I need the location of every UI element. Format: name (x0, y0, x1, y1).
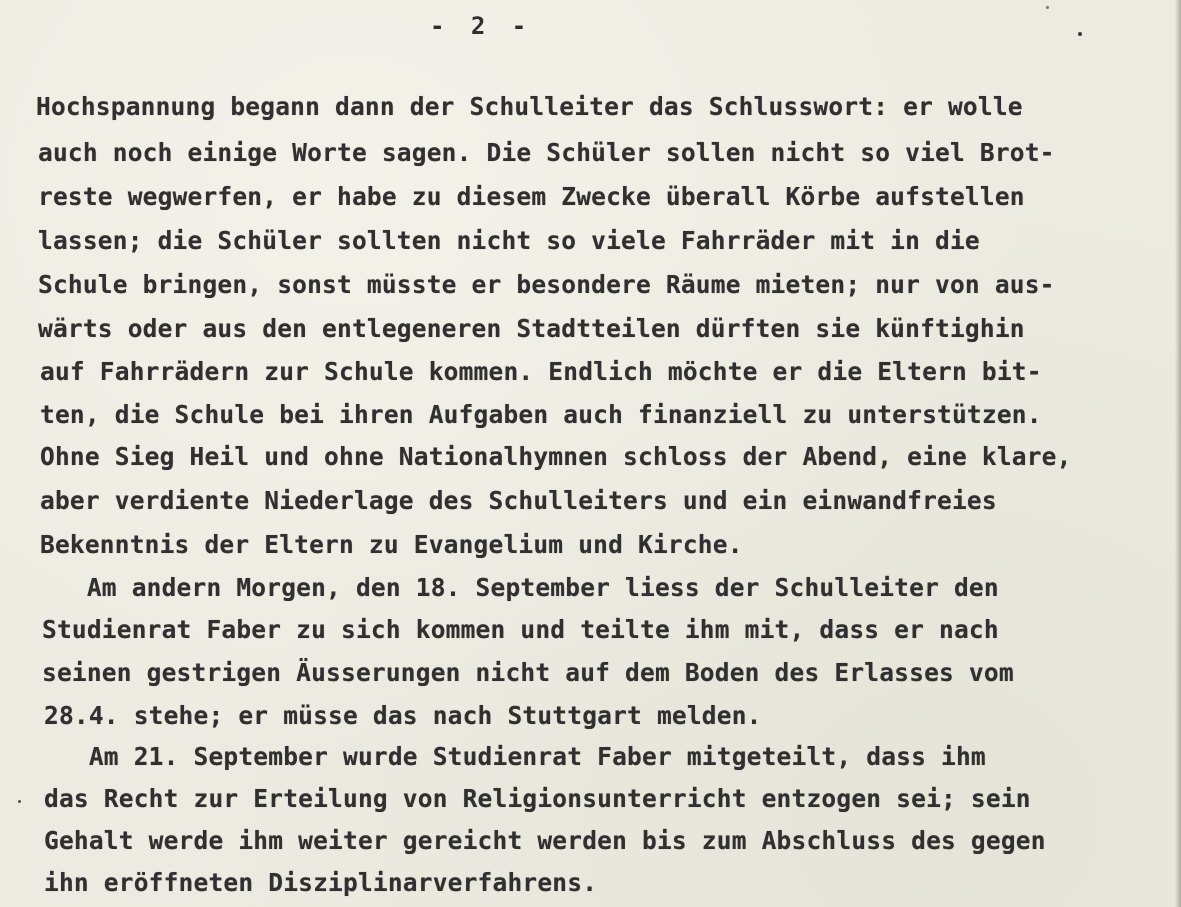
text-line-4: lassen; die Schüler sollten nicht so viele Fahrräder mit in die (38, 226, 980, 255)
page-number: - 2 - (430, 12, 533, 40)
text-line-1: Hochspannung begann dann der Schulleiter das Schlusswort: er wolle (36, 92, 1023, 121)
ink-speck (1046, 6, 1049, 9)
text-line-18: Gehalt werde ihm weiter gereicht werden bis zum Abschluss des gegen (44, 826, 1046, 855)
text-line-7: auf Fahrrädern zur Schule kommen. Endlich möchte er die Eltern bit- (40, 357, 1042, 386)
text-line-15: 28.4. stehe; er müsse das nach Stuttgart melden. (44, 701, 762, 730)
text-line-5: Schule bringen, sonst müsste er besondere Räume mieten; nur von aus- (38, 270, 1055, 299)
ink-speck (1078, 32, 1082, 36)
text-line-10: aber verdiente Niederlage des Schulleiters und ein einwandfreies (40, 486, 997, 515)
text-line-2: auch noch einige Worte sagen. Die Schüler sollen nicht so viel Brot- (38, 138, 1055, 167)
text-line-17: das Recht zur Erteilung von Religionsunterricht entzogen sei; sein (44, 784, 1031, 813)
text-line-14: seinen gestrigen Äusserungen nicht auf dem Boden des Erlasses vom (42, 658, 1014, 687)
page-edge-shadow (1175, 0, 1181, 907)
text-line-9: Ohne Sieg Heil und ohne Nationalhymnen schloss der Abend, eine klare, (40, 442, 1072, 471)
text-line-19: ihn eröffneten Disziplinarverfahrens. (44, 868, 598, 897)
text-line-8: ten, die Schule bei ihren Aufgaben auch finanziell zu unterstützen. (40, 400, 1042, 429)
text-line-11: Bekenntnis der Eltern zu Evangelium und Kirche. (40, 530, 743, 559)
text-line-12: Am andern Morgen, den 18. September liess der Schulleiter den (42, 573, 999, 602)
text-line-6: wärts oder aus den entlegeneren Stadtteilen dürften sie künftighin (38, 314, 1025, 343)
text-line-16: Am 21. September wurde Studienrat Faber mitgeteilt, dass ihm (44, 742, 986, 771)
text-line-3: reste wegwerfen, er habe zu diesem Zwecke überall Körbe aufstellen (38, 182, 1025, 211)
text-line-13: Studienrat Faber zu sich kommen und teilte ihm mit, dass er nach (42, 615, 999, 644)
ink-speck (18, 800, 21, 803)
